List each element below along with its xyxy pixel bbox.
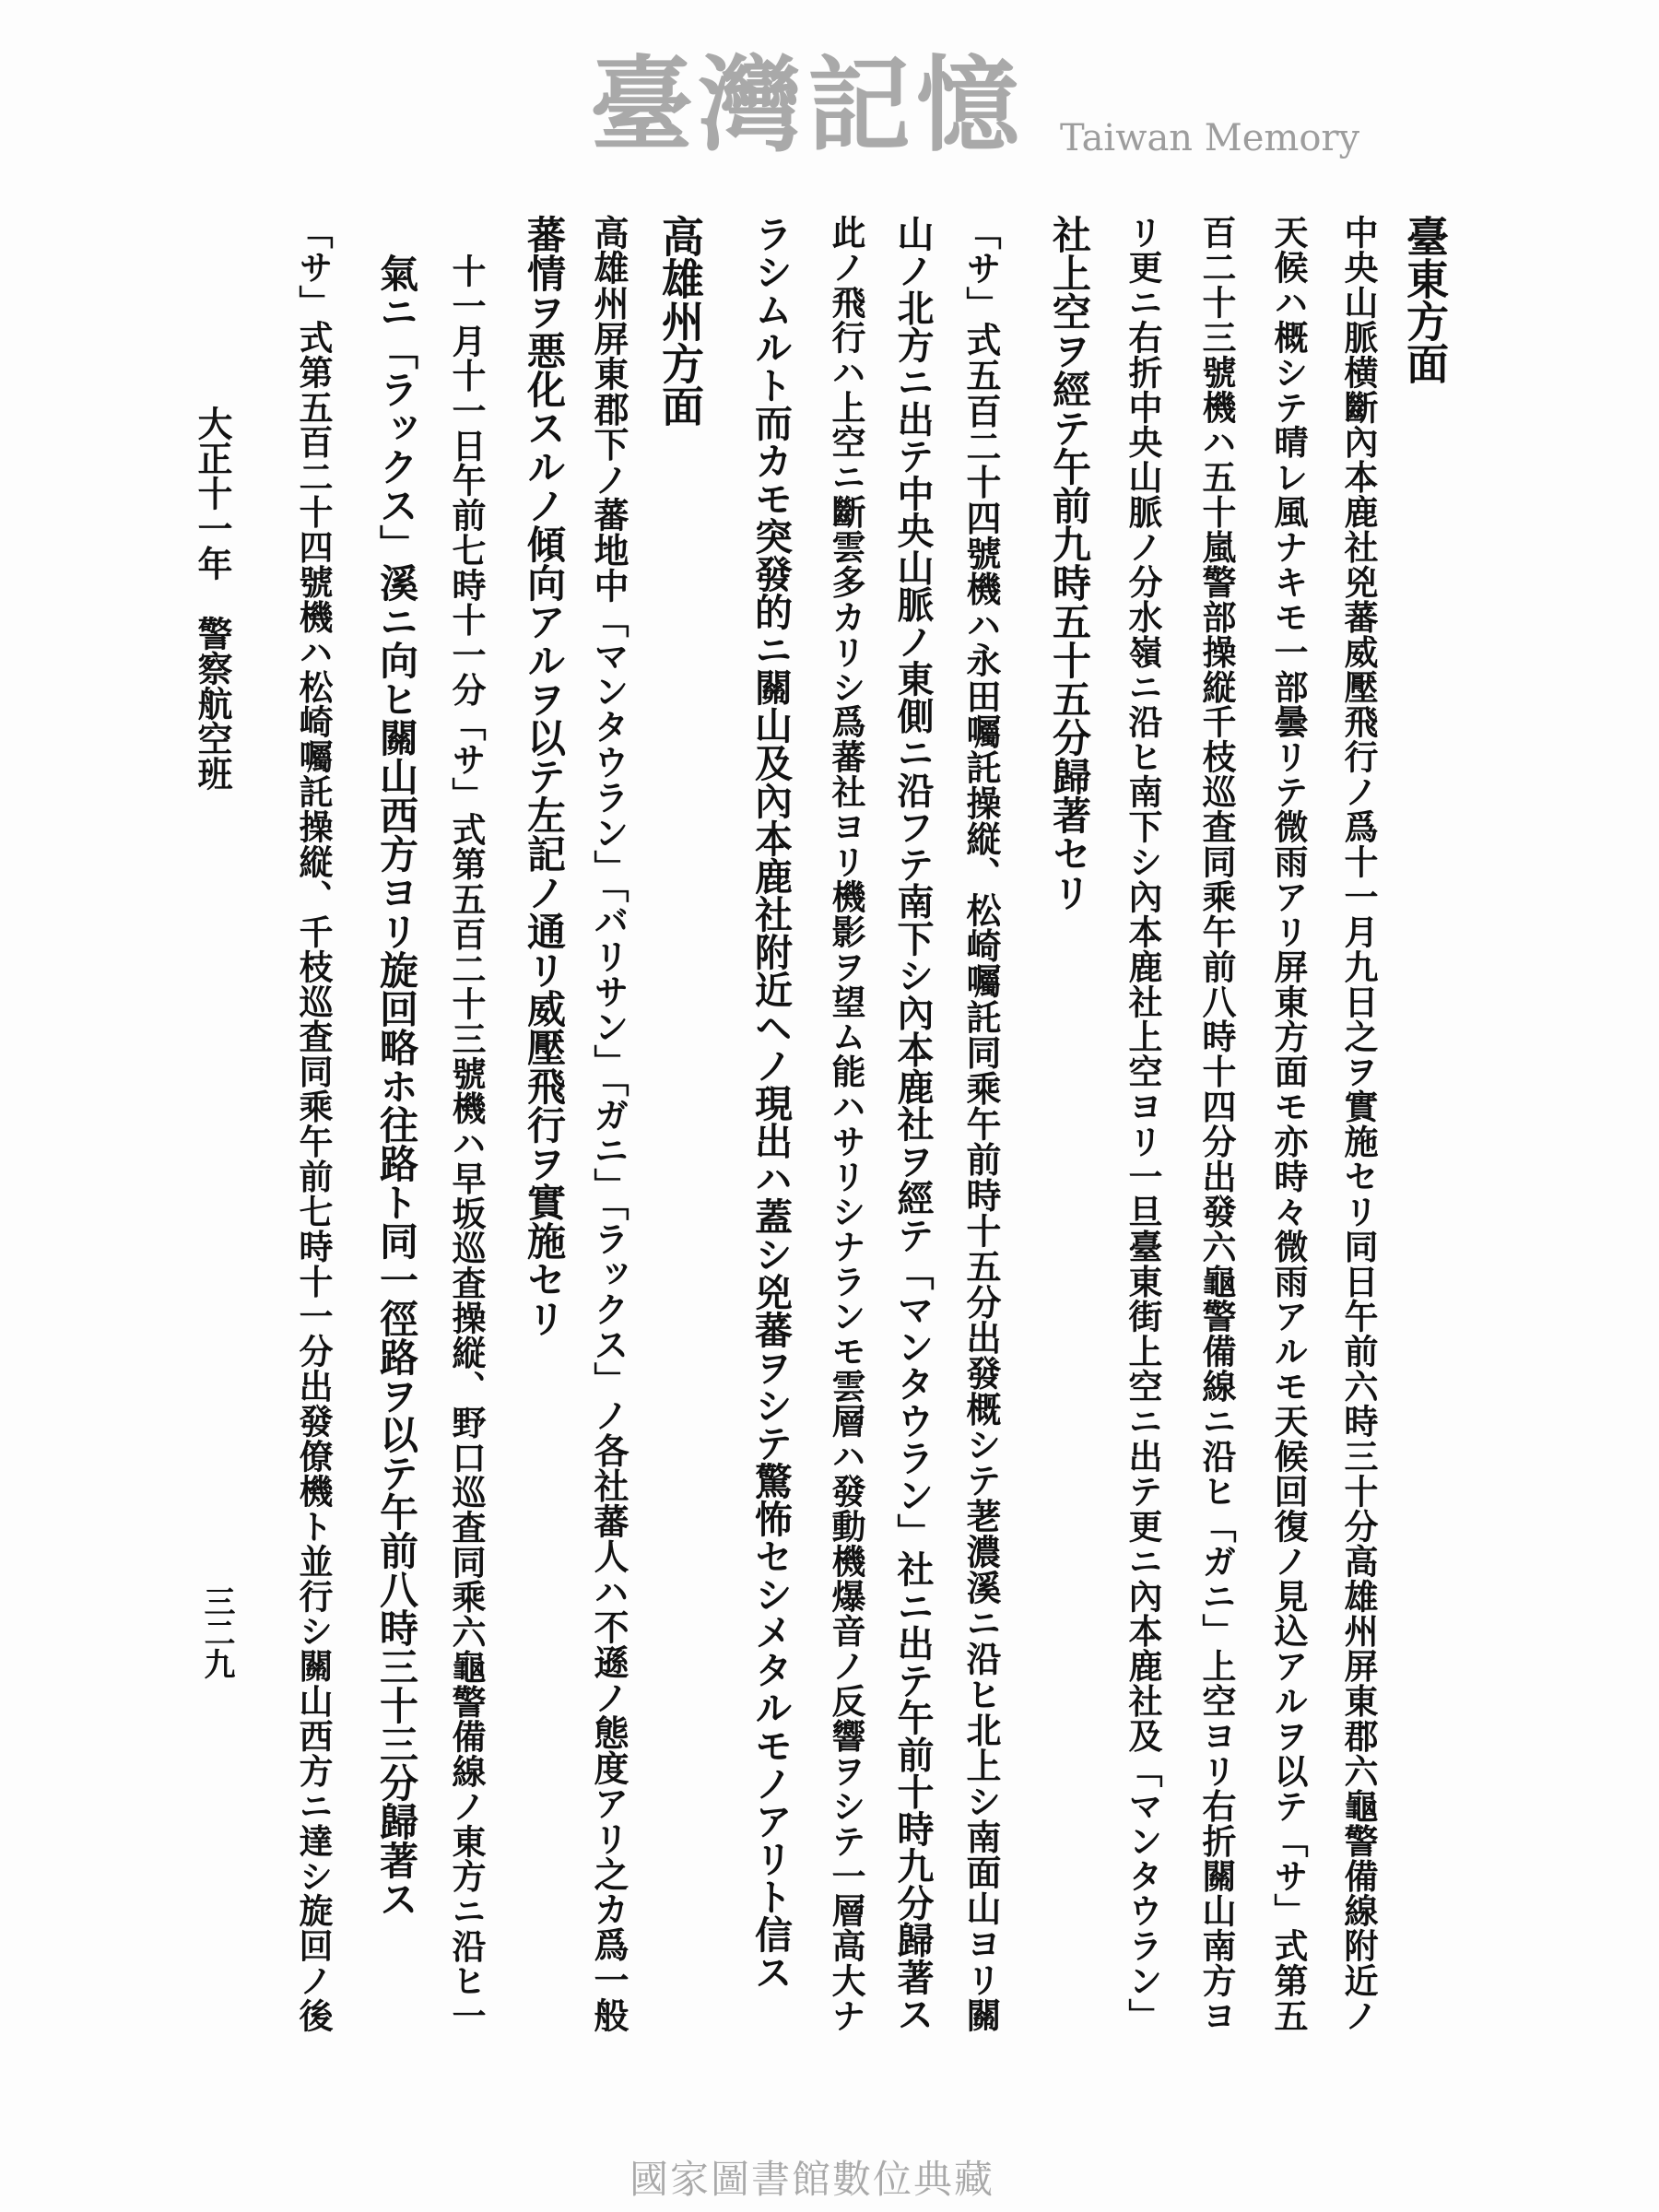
text-column: リ更ニ右折中央山脈ノ分水嶺ニ沿ヒ南下シ內本鹿社上空ヨリ一旦臺東街上空ニ出テ更ニ內本鹿社及「マンタウラン」 — [1123, 215, 1163, 2032]
text-column: 高雄州屏東郡下ノ蕃地中「マンタウラン」「バリサン」「ガニ」「ラックス」ノ各社蕃人ハ不遜ノ態度アリ之カ爲一般 — [588, 215, 629, 2032]
taiwan-memory-watermark-logo: 臺灣記憶 — [590, 45, 1025, 166]
page-number: 三二九 — [198, 1585, 235, 1679]
text-column: ラシムルト而カモ突發的ニ關山及內本鹿社附近ヘノ現出ハ蓋シ兇蕃ヲシテ驚怖セシメタルモノアリト信ス — [748, 215, 793, 1991]
text-column: 百二十三號機ハ五十嵐警部操縦千枝巡査同乘午前八時十四分出發六龜警備線ニ沿ヒ「ガニ」上空ヨリ右折關山南方ヨ — [1196, 215, 1237, 2032]
text-column: 「サ」式第五百二十四號機ハ松崎囑託操縦、千枝巡査同乘午前七時十一分出發僚機ト並行シ關山西方ニ達シ旋回ノ後 — [293, 215, 334, 2032]
section-heading-kaohsiung: 高雄州方面 — [655, 215, 705, 427]
ncl-digital-collection-watermark: 國家圖書館數位典藏 — [629, 2157, 995, 2202]
taiwan-memory-watermark-subtext: Taiwan Memory — [1060, 117, 1360, 159]
text-column: 此ノ飛行ハ上空ニ斷雲多カリシ爲蕃社ヨリ機影ヲ望ム能ハサリシナランモ雲層ハ發動機爆音ノ反響ヲシテ一層高大ナ — [826, 215, 866, 2032]
text-column: 中央山脈横斷內本鹿社兇蕃威壓飛行ノ爲十一月九日之ヲ實施セリ同日午前六時三十分高雄州屏東郡六龜警備線附近ノ — [1338, 215, 1379, 2032]
text-column: 氣ニ「ラックス」溪ニ向ヒ關山西方ヨリ旋回略ホ往路ト同一徑路ヲ以テ午前八時三十三分歸著ス — [374, 253, 419, 1918]
text-column: 天候ハ概シテ晴レ風ナキモ一部曇リテ微雨アリ屏東方面モ亦時々微雨アルモ天候回復ノ見込アルヲ以テ「サ」式第五 — [1268, 215, 1309, 2032]
section-heading-taitung: 臺東方面 — [1400, 215, 1450, 384]
running-title: 大正十一年 警察航空班 — [192, 406, 233, 791]
text-column: 蕃情ヲ悪化スルノ傾向アルヲ以テ左記ノ通リ威壓飛行ヲ實施セリ — [522, 215, 567, 1337]
text-column: 山ノ北方ニ出テ中央山脈ノ東側ニ沿フテ南下シ內本鹿社ヲ經テ「マンタウラン」社ニ出テ午前十時九分歸著ス — [891, 215, 935, 2032]
text-column: 「サ」式五百二十四號機ハ永田囑託操縦、松崎囑託同乘午前時十五分出發概シテ荖濃溪ニ沿ヒ北上シ南面山ヨリ關 — [960, 215, 1002, 2032]
text-column: 十一月十一日午前七時十一分「サ」式第五百二十三號機ハ早坂巡査操縦、野口巡査同乘六龜警備線ノ東方ニ沿ヒ一 — [446, 253, 487, 2032]
text-column: 社上空ヲ經テ午前九時五十五分歸著セリ — [1047, 215, 1092, 912]
